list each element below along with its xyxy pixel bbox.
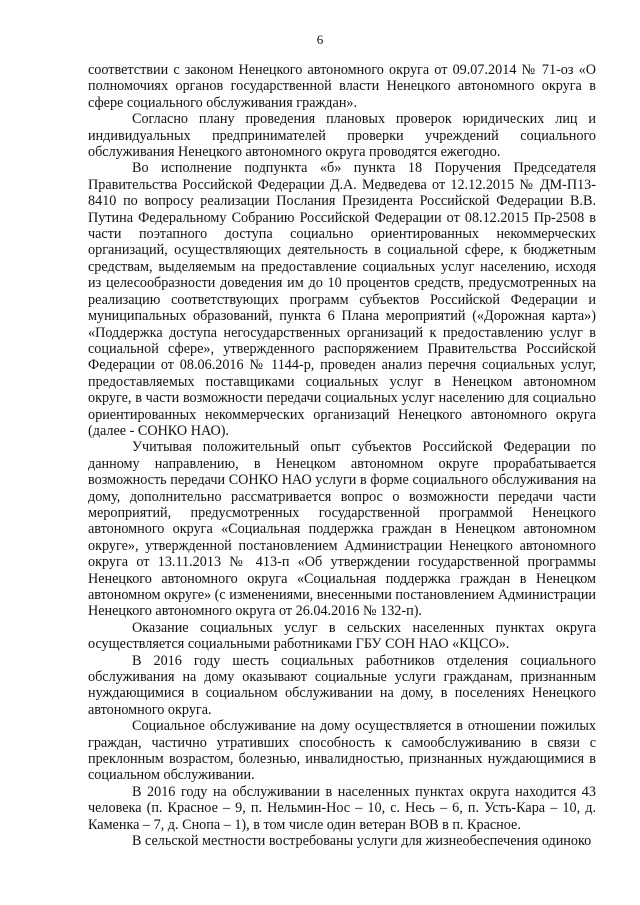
paragraph-9: В сельской местности востребованы услуги для жизнеобеспечения одиноко [132, 833, 592, 850]
paragraph-8: В 2016 году на обслуживании в населенных пунктах округа находится 43 человека (п. Красное – 9, п. Нельмин-Нос – 10, с. Несь – 6, п. Усть-Кара – 10, д. Каменка – 7, д. Снопа – 1), в том числе один ветеран ВОВ в п. Красное. [88, 783, 596, 833]
document-body [88, 62, 596, 850]
paragraph-6: В 2016 году шесть социальных работников отделения социального обслуживания на дому оказывают социальные услуги гражданам, признанным нуждающимися в социальном обслуживании на дому, в поселениях Ненецкого автономного округа. [88, 652, 596, 718]
paragraph-3: Во исполнение подпункта «б» пункта 18 Поручения Председателя Правительства Российской Федерации Д.А. Медведева от 12.12.2015 № ДМ-П13-8410 по вопросу реализации Послания Президента Российской Федерации В.В. Путина Федеральному Собранию Российской Федерации от 08.12.2015 Пр-2508 в части поэтапного доступа социально ориентированных некоммерческих организаций, осуществляющих деятельность в социальной сфере, к бюджетным средствам, выделяемым на предоставление социальных услуг населению, исходя из целесообразности доведения им до 10 процентов средств, предусмотренных на реализацию соответствующих программ субъектов Российской Федерации и муниципальных образований, пункта 6 Плана мероприятий («Дорожная карта») «Поддержка доступа негосударственных организаций к предоставлению услуг в социальной сфере», утвержденного распоряжением Правительства Российской Федерации от 08.06.2016 № 1144-р, проведен анализ перечня социальных услуг, предоставляемых поставщиками социальных услуг в Ненецком автономном округе, в части возможности передачи социальных услуг населению для социально ориентированных некоммерческих организаций Ненецкого автономного округа (далее - СОНКО НАО). [88, 160, 596, 439]
paragraph-5: Оказание социальных услуг в сельских населенных пунктах округа осуществляется социальными работниками ГБУ СОН НАО «КЦСО». [88, 619, 596, 653]
paragraph-7: Социальное обслуживание на дому осуществляется в отношении пожилых граждан, частично утративших способность к самообслуживанию в связи с преклонным возрастом, болезнью, инвалидностью, признанных нуждающимися в социальном обслуживании. [88, 718, 596, 784]
paragraph-2: Согласно плану проведения плановых проверок юридических лиц и индивидуальных предпринимателей проверки учреждений социального обслуживания Ненецкого автономного округа проводятся ежегодно. [88, 111, 596, 161]
page-number: 6 [316, 32, 324, 47]
paragraph-1: соответствии с законом Ненецкого автономного округа от 09.07.2014 № 71-оз «О полномочиях органов государственной власти Ненецкого автономного округа в сфере социального обслуживания граждан». [88, 62, 596, 111]
paragraph-4: Учитывая положительный опыт субъектов Российской Федерации по данному направлению, в Ненецком автономном округе прорабатывается возможность передачи СОНКО НАО услуги в форме социального обслуживания на дому, дополнительно рассматривается вопрос о возможности передачи части мероприятий, предусмотренных государственной программой Ненецкого автономного округа «Социальная поддержка граждан в Ненецком автономном округе», утвержденной постановлением Администрации Ненецкого автономного округа от 13.11.2013 № 413-п «Об утверждении государственной программы Ненецкого автономного округа «Социальная поддержка граждан в Ненецком автономном округе» (с изменениями, внесенными постановлением Администрации Ненецкого автономного округа от 26.04.2016 № 132-п). [88, 439, 596, 620]
